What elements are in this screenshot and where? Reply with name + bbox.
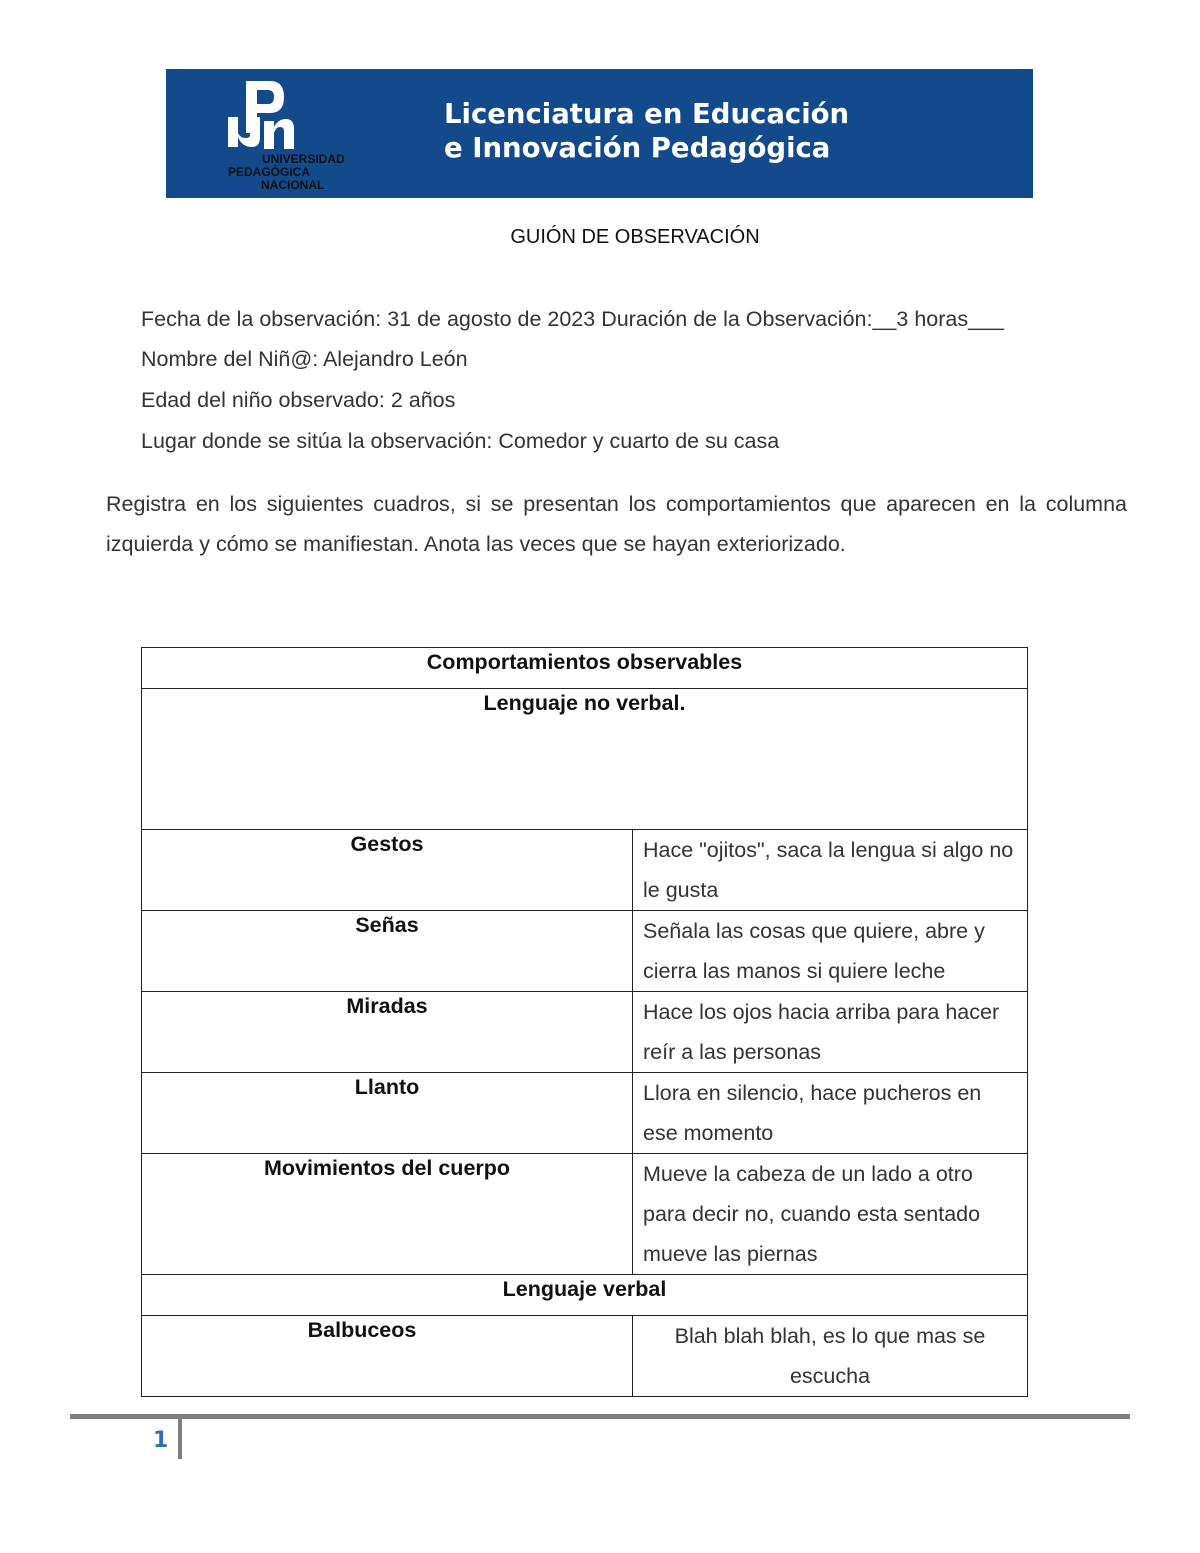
row-label: Miradas — [142, 992, 633, 1073]
document-title: GUIÓN DE OBSERVACIÓN — [510, 226, 760, 248]
field-nombre: Nombre del Niñ@: Alejandro León — [141, 347, 468, 371]
table-row — [142, 911, 1028, 992]
banner-title — [444, 97, 849, 165]
row-description: Hace "ojitos", saca la lengua si algo no le gusta — [633, 830, 1028, 911]
table-row — [142, 1154, 1028, 1275]
logo-text-universidad: UNIVERSIDAD — [262, 152, 345, 166]
row-description: Llora en silencio, hace pucheros en ese momento — [633, 1073, 1028, 1154]
section-verbal: Lenguaje verbal — [142, 1275, 1028, 1316]
instructions-paragraph: Registra en los siguientes cuadros, si se presentan los comportamientos que aparecen en la columna izquierda y cómo se manifiestan. Anota las veces que se hayan exteriorizado. — [106, 492, 1127, 556]
row-description: Señala las cosas que quiere, abre y cierra las manos si quiere leche — [633, 911, 1028, 992]
page-number: 1 — [153, 1428, 169, 1453]
logo-text-pedagogica: PEDAGÓGICA — [228, 165, 311, 179]
section-row-verbal — [142, 1275, 1028, 1316]
table-row — [142, 1316, 1028, 1397]
logo-text-nacional: NACIONAL — [261, 178, 325, 191]
field-lugar: Lugar donde se sitúa la observación: Comedor y cuarto de su casa — [141, 429, 780, 453]
table-header-row — [142, 648, 1028, 689]
upn-logo — [226, 79, 356, 191]
field-fecha: Fecha de la observación: 31 de agosto de 2023 Duración de la Observación:__3 horas___ — [141, 307, 1004, 331]
row-description: Blah blah blah, es lo que mas se escucha — [633, 1316, 1028, 1397]
table-row — [142, 830, 1028, 911]
row-description: Mueve la cabeza de un lado a otro para decir no, cuando esta sentado mueve las piernas — [633, 1154, 1028, 1275]
observation-table — [141, 647, 1028, 1397]
row-label: Llanto — [142, 1073, 633, 1154]
header-banner — [166, 69, 1033, 198]
footer-rule — [70, 1414, 1130, 1419]
row-label: Señas — [142, 911, 633, 992]
banner-title-line1: Licenciatura en Educación — [444, 98, 850, 130]
row-label: Movimientos del cuerpo — [142, 1154, 633, 1275]
row-description: Hace los ojos hacia arriba para hacer reír a las personas — [633, 992, 1028, 1073]
footer-tick — [178, 1414, 182, 1459]
table-header: Comportamientos observables — [142, 648, 1028, 689]
field-edad: Edad del niño observado: 2 años — [141, 388, 456, 412]
section-row-nonverbal — [142, 689, 1028, 830]
row-label: Gestos — [142, 830, 633, 911]
table-row — [142, 1073, 1028, 1154]
banner-title-line2: e Innovación Pedagógica — [444, 132, 831, 164]
table-row — [142, 992, 1028, 1073]
row-label: Balbuceos — [142, 1316, 633, 1397]
section-nonverbal: Lenguaje no verbal. — [142, 689, 1028, 830]
